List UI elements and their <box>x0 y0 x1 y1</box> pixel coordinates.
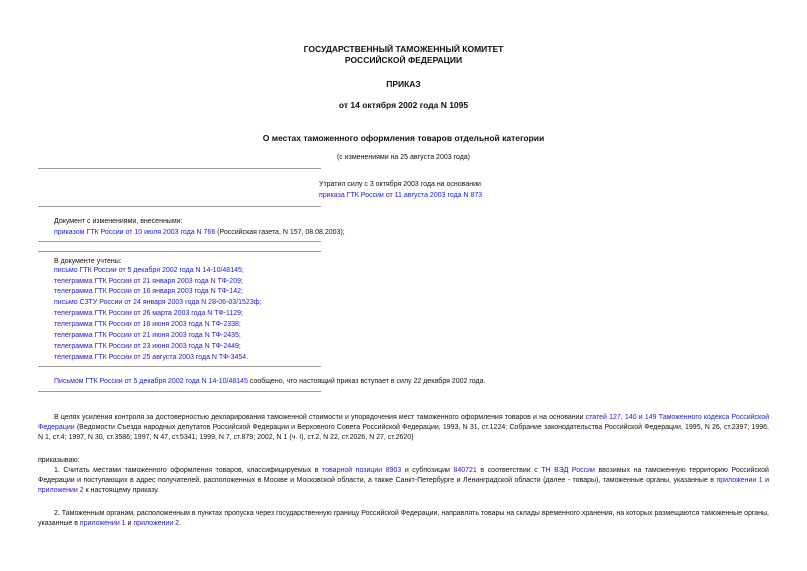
lost-force-link[interactable]: приказа ГТК России от 11 августа 2003 года N 873 <box>319 192 483 199</box>
link-subheading-840721[interactable]: 840721 <box>453 467 477 474</box>
considered-item[interactable]: телеграмма ГТК России от 25 августа 2003 года N ТФ-3454. <box>54 354 249 361</box>
lost-force-text: Утратил силу с 3 октября 2003 года на основании <box>319 181 481 188</box>
divider <box>38 391 321 392</box>
divider <box>38 241 321 242</box>
divider <box>38 251 321 252</box>
changes-note: (с изменениями на 25 августа 2003 года) <box>336 154 471 161</box>
considered-item[interactable]: телеграмма ГТК России от 23 июня 2003 года N ТФ-2449; <box>54 343 241 350</box>
doc-type: ПРИКАЗ <box>386 79 421 89</box>
amended-line: приказом ГТК России от 10 июля 2003 года N 766 (Российская газета, N 157, 08.08.2003); <box>54 229 345 236</box>
considered-item[interactable]: телеграмма ГТК России от 16 января 2003 года N ТФ-142; <box>54 288 243 295</box>
divider <box>38 206 321 207</box>
effect-note: Письмом ГТК России от 5 декабря 2002 года N 14-10/48145 сообщено, что настоящий приказ вступает в силу 22 декабря 2002 года. <box>54 378 486 385</box>
order-word: приказываю: <box>38 457 80 464</box>
org-name-line2: РОССИЙСКОЙ ФЕДЕРАЦИИ <box>344 55 463 65</box>
doc-title: О местах таможенного оформления товаров отдельной категории <box>262 133 545 143</box>
amended-label: Документ с изменениями, внесенными: <box>54 218 183 225</box>
link-annex-1[interactable]: приложении 1 <box>79 520 126 527</box>
link-annex-2[interactable]: приложении 2 <box>133 520 180 527</box>
preamble-paragraph: В целях усиления контроля за достоверностью декларирования таможенной стоимости и упорядочения мест таможенного оформления товаров и на основании статей 127, 140 и 149 Таможенного кодекса Российской Федерации (Ведомости Съезда народных депутатов Российской Федерации и Верховного Совета Российской Федерации, 1993, N 31, ст.1224; Собрание законодательства Российской Федерации, 1995, N 26, ст.2397; 1996, N 1, ст.4; 1997, N 30, ст.3586; 1997, N 47, ст.5341; 1999, N 7, ст.879; 2002, N 1 (ч. I), ст.2, N 22, ст.2026, N 27, ст.2620) <box>38 414 769 441</box>
considered-item[interactable]: телеграмма ГТК России от 21 июня 2003 года N ТФ-2435; <box>54 332 241 339</box>
considered-item[interactable]: письмо ГТК России от 5 декабря 2002 года N 14-10/48145; <box>54 267 244 274</box>
considered-item[interactable]: телеграмма ГТК России от 18 июня 2003 года N ТФ-2338; <box>54 321 241 328</box>
link-annex-1[interactable]: приложении 1 <box>716 477 763 484</box>
considered-item[interactable]: письмо СЗТУ России от 24 января 2003 года N 28-06-03/1523ф; <box>54 299 262 306</box>
link-heading-8903[interactable]: товарной позиции 8903 <box>322 467 402 474</box>
considered-item[interactable]: телеграмма ГТК России от 21 января 2003 года N ТФ-209; <box>54 278 243 285</box>
org-name-line1: ГОСУДАРСТВЕННЫЙ ТАМОЖЕННЫЙ КОМИТЕТ <box>303 44 504 54</box>
divider <box>38 168 321 169</box>
link-annex-2[interactable]: приложении 2 <box>38 487 84 494</box>
link-tn-ved[interactable]: ТН ВЭД России <box>541 467 595 474</box>
item-1-paragraph: 1. Считать местами таможенного оформления товаров, классифицируемых в товарной позиции 8903 и субпозиции 840721 в соответствии с ТН ВЭД России ввозимых на таможенную территорию Российской Федерации и поступающих в адрес получателей, расположенных в Москве и Московской области, а также Санкт-Петербурге и Ленинградской области (далее - товары), таможенные органы, указанные в приложении 1 и приложении 2 к настоящему приказу. <box>38 467 770 494</box>
amended-link[interactable]: приказом ГТК России от 10 июля 2003 года N 766 <box>54 229 216 236</box>
divider <box>38 366 321 367</box>
considered-item[interactable]: телеграмма ГТК России от 26 марта 2003 года N ТФ-1129; <box>54 310 243 317</box>
effect-note-link[interactable]: Письмом ГТК России от 5 декабря 2002 года N 14-10/48145 <box>54 378 248 385</box>
considered-label: В документе учтены: <box>54 258 122 265</box>
doc-date: от 14 октября 2002 года N 1095 <box>338 100 469 110</box>
code-articles-link[interactable]: статей 127, 140 и 149 Таможенного кодекса Российской Федерации <box>38 414 769 431</box>
item-2-paragraph: 2. Таможенным органам, расположенным в пунктах пропуска через государственную границу Российской Федерации, направлять товары на склады временного хранения, на которых размещаются таможенные органы, указанные в приложении 1 и приложении 2. <box>38 510 769 527</box>
